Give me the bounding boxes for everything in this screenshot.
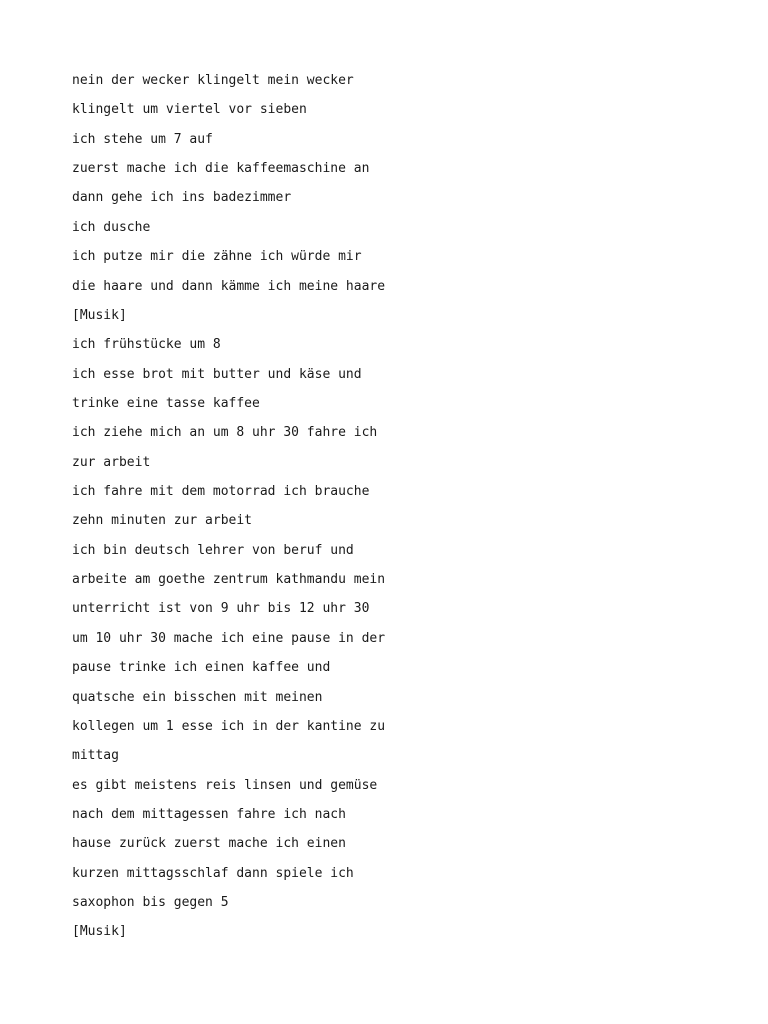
transcript-line: [Musik] bbox=[72, 924, 127, 940]
transcript-line: ich fahre mit dem motorrad ich brauche bbox=[72, 484, 370, 500]
transcript-line: die haare und dann kämme ich meine haare bbox=[72, 278, 386, 294]
transcript-line: ich bin deutsch lehrer von beruf und bbox=[72, 542, 354, 558]
transcript-line: es gibt meistens reis linsen und gemüse bbox=[72, 777, 378, 793]
transcript-line: ich putze mir die zähne ich würde mir bbox=[72, 249, 362, 265]
transcript-line: dann gehe ich ins badezimmer bbox=[72, 190, 292, 206]
transcript-line: ich dusche bbox=[72, 219, 151, 235]
transcript-text bbox=[72, 66, 385, 947]
transcript-line: kollegen um 1 esse ich in der kantine zu bbox=[72, 718, 386, 734]
transcript-line: ich ziehe mich an um 8 uhr 30 fahre ich bbox=[72, 425, 378, 441]
transcript-line: ich esse brot mit butter und käse und bbox=[72, 366, 362, 382]
transcript-line: kurzen mittagsschlaf dann spiele ich bbox=[72, 865, 354, 881]
transcript-line: quatsche ein bisschen mit meinen bbox=[72, 689, 323, 705]
transcript-line: klingelt um viertel vor sieben bbox=[72, 102, 307, 118]
transcript-line: arbeite am goethe zentrum kathmandu mein bbox=[72, 572, 386, 588]
transcript-line: unterricht ist von 9 uhr bis 12 uhr 30 bbox=[72, 601, 370, 617]
transcript-line: nach dem mittagessen fahre ich nach bbox=[72, 806, 346, 822]
transcript-line: pause trinke ich einen kaffee und bbox=[72, 660, 331, 676]
transcript-line: saxophon bis gegen 5 bbox=[72, 895, 229, 911]
transcript-line: zuerst mache ich die kaffeemaschine an bbox=[72, 161, 370, 177]
transcript-line: mittag bbox=[72, 748, 119, 764]
transcript-line: ich stehe um 7 auf bbox=[72, 131, 213, 147]
transcript-line: [Musik] bbox=[72, 307, 127, 323]
transcript-line: zur arbeit bbox=[72, 454, 151, 470]
transcript-line: um 10 uhr 30 mache ich eine pause in der bbox=[72, 630, 386, 646]
transcript-line: hause zurück zuerst mache ich einen bbox=[72, 836, 346, 852]
transcript-line: nein der wecker klingelt mein wecker bbox=[72, 73, 354, 88]
transcript-line: zehn minuten zur arbeit bbox=[72, 513, 253, 529]
transcript-line: ich frühstücke um 8 bbox=[72, 337, 221, 353]
transcript-line: trinke eine tasse kaffee bbox=[72, 395, 260, 411]
